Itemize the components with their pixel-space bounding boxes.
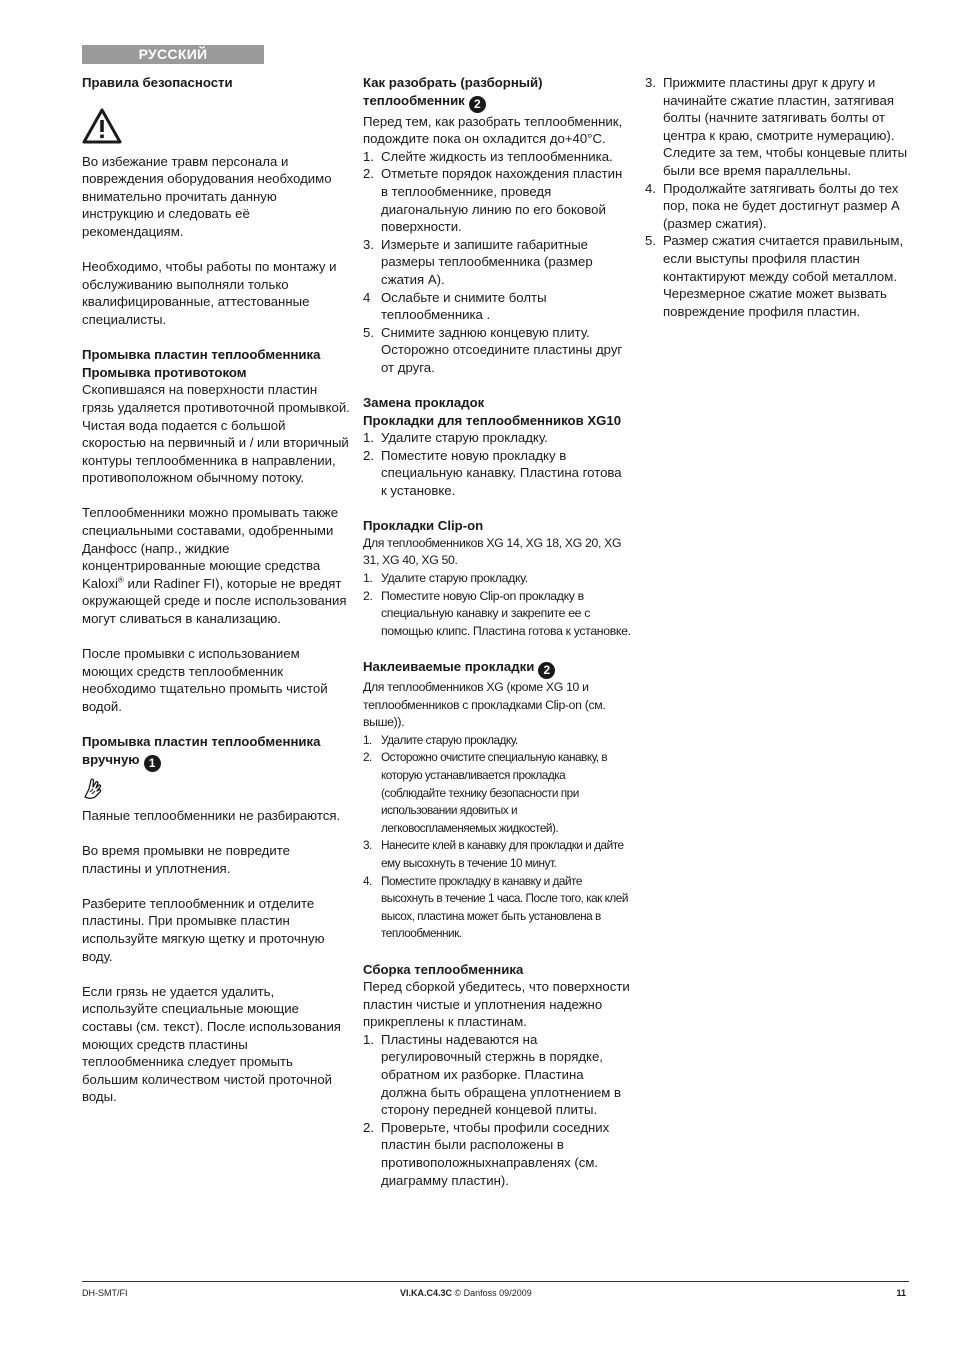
disassemble-paragraph: Разберите теплообменник и отделите пластины. При промывке пластин используйте мягкую щетку и проточную воду. [82,895,325,964]
footer-doc-code: VI.KA.C4.3C [400,1288,453,1298]
list-item: 3. Прижмите пластины друг к другу и начинайте сжатие пластин, затягивая болты (начните затягивать болты от центра к краю, смотрите нумерацию). Следите за тем, чтобы концевые плиты были все время параллельны. [645,75,908,178]
after-flush-paragraph: После промывки с использованием моющих средств теплообменник необходимо тщательно промыть чистой водой. [82,646,328,714]
assembly-steps-continued [645,74,913,320]
list-item: 5. Снимите заднюю концевую плиту. Осторожно отсоедините пластины друг от друга. [363,324,623,375]
list-item: 1. Удалите старую прокладку. [363,430,548,446]
list-item: 1. Слейте жидкость из теплообменника. [363,148,613,164]
disassembly-title: Как разобрать (разборный) теплообменник 2 [363,75,543,111]
list-item: 4. Продолжайте затягивать болты до тех пор, пока не будет достигнут размер А (размер сжатия). [645,180,900,231]
gasket-title: Замена прокладок [363,395,485,411]
glued-gasket-title: Наклеиваемые прокладки 2 [363,658,631,679]
counterflow-title: Промывка противотоком [82,364,247,380]
clipon-intro: Для теплообменников XG 14, XG 18, XG 20, XG 31, XG 40, XG 50. [363,535,622,568]
dirt-paragraph: Если грязь не удается удалить, используйте специальные моющие составы (см. текст). После использования моющих средств пластины теплообменника следует промыть большим количеством чистой проточной воды. [82,983,341,1105]
counterflow-paragraph: Скопившаяся на поверхности пластин грязь удаляется противоточной промывкой. Чистая вода подается с большой скоростью на первичный и / или вторичный контуры теплообменника в направлении, противоположном обычному потоку. [82,382,350,486]
list-item: 1. Удалите старую прокладку. [363,571,528,586]
list-item: 5. Размер сжатия считается правильным, если выступы профиля пластин контактируют между собой металлом. Черезмерное сжатие может вызвать повреждение профиля пластин. [645,233,904,319]
flush-title: Промывка пластин теплообменника [82,347,321,363]
assembly-steps [363,1031,631,1189]
disassembly-steps [363,148,631,377]
gasket-xg10-steps [363,429,631,499]
clipon-steps [363,570,631,640]
chemicals-paragraph: Теплообменники можно промывать также специальными составами, одобренными Данфосс (напр., жидкие концентрированные моющие средства Kaloxi® или Radiner FI), которые не вредят окружающей среде и после использования могут сливаться в канализацию. [82,505,347,627]
page-number: 11 [896,1288,906,1298]
registered-mark: ® [117,575,124,585]
safety-paragraph-2: Необходимо, чтобы работы по монтажу и обслуживанию выполняли только квалифицированные, аттестованные специалисты. [82,259,337,327]
column-1 [82,74,350,1106]
warning-triangle-icon [82,108,122,144]
language-tab: РУССКИЙ [82,45,264,64]
gasket-xg10-title: Прокладки для теплообменников XG10 [363,412,622,428]
hand-pointing-icon [82,776,104,800]
glued-intro: Для теплообменников XG (кроме XG 10 и теплообменников с прокладками Clip-on (см. выше)). [363,680,606,730]
footer-copyright: © Danfoss 09/2009 [454,1288,532,1298]
list-item: 3. Измерьте и запишите габаритные размеры теплообменника (размер сжатия А). [363,236,593,287]
list-item: 1. Удалите старую прокладку. [363,732,518,747]
glued-steps [363,732,631,943]
list-item: 4. Поместите прокладку в канавку и дайте высохнуть в течение 1 часа. После того, как клей высох, пластина может быть установлена в теплообменник. [363,873,628,941]
clipon-title: Прокладки Clip-on [363,518,484,534]
figure-badge-1: 1 [144,755,161,772]
figure-badge-2b: 2 [538,662,555,679]
manual-flush-title: Промывка пластин теплообменника вручную 1 [82,734,321,770]
footer-department: DH-SMT/FI [82,1288,128,1298]
footer-doc-info [400,1288,532,1298]
figure-badge-2: 2 [469,96,486,113]
list-item: 2. Отметьте порядок нахождения пластин в теплообменнике, проведя диагональную линию по его боковой поверхности. [363,166,623,235]
list-item: 2. Поместите новую Clip-on прокладку в специальную канавку и закрепите ее с помощью клипс. Пластина готова к установке. [363,588,631,638]
no-damage-paragraph: Во время промывки не повредите пластины и уплотнения. [82,842,290,876]
column-3 [645,74,913,320]
assembly-intro: Перед сборкой убедитесь, что поверхности пластин чистые и уплотнения надежно прикреплены к пластинам. [363,979,630,1030]
brazed-paragraph: Паяные теплообменники не разбираются. [82,807,341,823]
footer-divider [82,1281,909,1282]
list-item: 4 Ослабьте и снимите болты теплообменника . [363,289,547,323]
disassembly-intro: Перед тем, как разобрать теплообменник, подождите пока он охладится до+40°С. [363,113,623,147]
safety-title: Правила безопасности [82,75,233,90]
assembly-title: Сборка теплообменника [363,961,524,977]
list-item: 3. Нанесите клей в канавку для прокладки и дайте ему высохнуть в течение 10 минут. [363,838,624,870]
list-item: 2. Проверьте, чтобы профили соседних пластин были расположены в противоположныхнаправленях (см. диаграмму пластин). [363,1119,610,1188]
list-item: 1. Пластины надеваются на регулировочный стержнь в порядке, обратном их разборке. Пластина должна быть обращена уплотнением в сторону передней концевой плиты. [363,1031,622,1118]
list-item: 2. Поместите новую прокладку в специальную канавку. Пластина готова к установке. [363,447,622,499]
list-item: 2. Осторожно очистите специальную канавку, в которую устанавливается прокладка (соблюдайте технику безопасности при использовании ядовитых и легковоспламеняемых жидкостей). [363,750,608,835]
column-2 [363,74,631,1189]
safety-paragraph-1: Во избежание травм персонала и повреждения оборудования необходимо внимательно прочитать данную инструкцию и следовать её рекомендациям. [82,153,332,239]
